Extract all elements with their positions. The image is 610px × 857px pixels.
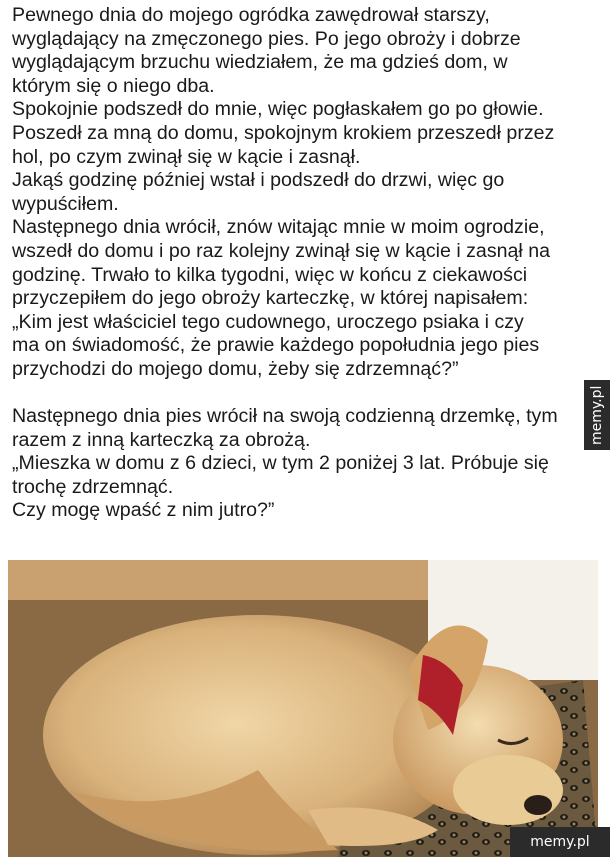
dog-illustration bbox=[8, 560, 598, 857]
story-paragraph-1: Pewnego dnia do mojego ogródka zawędrował starszy, wyglądający na zmęczonego pies. Po jego obroży i dobrze wyglądającym brzuchu wiedziałem, że ma gdzieś dom, w którym się o niego dba. bbox=[12, 4, 521, 97]
story-paragraph-3: Jakąś godzinę później wstał i podszedł do drzwi, więc go wypuściłem. bbox=[12, 169, 505, 215]
dog-nose bbox=[524, 795, 552, 815]
story-paragraph-4: Następnego dnia wrócił, znów witając mnie w moim ogrodzie, wszedł do domu i po raz kolejny zwinął się w kącie i zasnął na godzinę. Trwało to kilka tygodni, więc w końcu z ciekawości przyczepiłem do jego obroży karteczkę, w której napisałem: „Kim jest właściciel tego cudownego, uroczego psiaka i czy ma on świadomość, że prawie każdego popołudnia jego pies przychodzi do mojego domu, żeby się zdrzemnąć?” bbox=[12, 216, 550, 380]
story-text bbox=[12, 4, 598, 523]
side-watermark: memy.pl bbox=[584, 380, 610, 450]
story-paragraph-2: Spokojnie podszedł do mnie, więc pogłaskałem go po głowie. Poszedł za mną do domu, spokojnym krokiem przeszedł przez hol, po czym zwinął się w kącie i zasnął. bbox=[12, 98, 555, 168]
dog-muzzle bbox=[453, 755, 563, 825]
bottom-watermark: memy.pl bbox=[510, 827, 610, 857]
sleeping-dog-photo bbox=[8, 560, 598, 857]
story-paragraph-5: Następnego dnia pies wrócił na swoją codzienną drzemkę, tym razem z inną karteczką za obrożą. „Mieszka w domu z 6 dzieci, w tym 2 poniżej 3 lat. Próbuje się trochę zdrzemnąć. Czy mogę wpaść z nim jutro?” bbox=[12, 405, 558, 522]
paragraph-gap bbox=[12, 382, 598, 406]
